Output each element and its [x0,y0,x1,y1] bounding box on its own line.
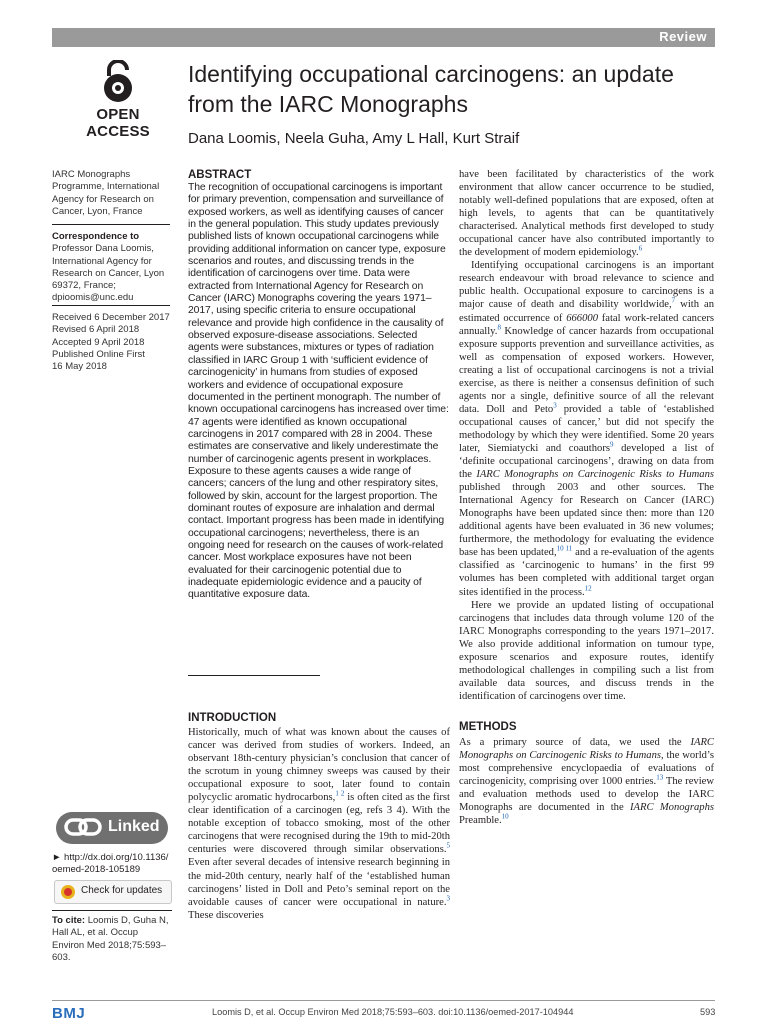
body-text: provided a table of ‘established occupational causes of cancer,’ but did not specify the methodology by which they were identified. Some 20 years later, Siemiatycki and coauthors [459,403,715,454]
body-text: published through 2003 and other sources. The International Agency for Research on Cancer (IARC) Monographs have been updated since then: more than 120 additional agents have been evaluated in 36 new volumes; furthermore, the methodology for evaluating the evidence base has been updated, [459,482,714,559]
section-label: Review [659,29,707,44]
link-chain-icon [64,817,104,839]
footer-divider [52,1000,715,1001]
correspondence-text: Professor Dana Loomis, International Agency for Research on Cancer, Lyon 69372, France; dpioomis@unc.edu [52,243,165,304]
body-text: and a re-evaluation of the agents classified as ‘carcinogenic to humans’ in the first 99 volumes has been completed with additional target organ sites identified in the process. [459,547,714,598]
correspondence-label: Correspondence to [52,231,140,242]
intro-text-1: Historically, much of what was known about the causes of cancer was derived from studies of workers. Indeed, an observant 18th-century physician’s conclusion that cancer of the scrotum in young chimney sweeps was caused by their occupational exposure to soot, later found to contain polycyclic aromatic hydrocarbons, [188,727,450,804]
reference-link[interactable]: 13 [656,773,664,782]
body-text: with an estimated occurrence of [459,299,714,324]
sidebar-divider [52,305,170,306]
review-bar [52,28,715,47]
reference-link[interactable]: 3 [553,401,557,410]
correspondence-block [52,231,172,305]
reference-link[interactable]: 8 [497,323,501,332]
article-title: Identifying occupational carcinogens: an update from the IARC Monographs [188,61,674,117]
linked-label: Linked [108,818,160,835]
linked-badge[interactable] [56,812,168,844]
footer-citation: Loomis D, et al. Occup Environ Med 2018;75:593–603. doi:10.1136/oemed-2017-104944 [212,1007,574,1017]
right-column [459,168,714,827]
introduction-heading: INTRODUCTION [188,712,277,724]
body-text: developed a list of ‘definite occupational carcinogens’, drawing on data from the [459,442,714,481]
accepted-date: Accepted 9 April 2018 [52,336,145,348]
bmj-logo: BMJ [52,1005,86,1022]
cite-label: To cite: [52,915,86,926]
reference-link[interactable]: 10 11 [556,544,573,553]
body-text: The review and evaluation methods used to develop the IARC Monographs are documented in the [459,776,714,814]
check-updates-icon [60,884,76,900]
introduction-text [188,726,450,922]
received-date: Received 6 December 2017 [52,312,170,323]
check-updates-label: Check for updates [81,885,163,896]
abstract-text: The recognition of occupational carcinogens is important for primary prevention, compensation and surveillance of exposed workers, as well as identifying causes of cancer in the general population. This study updates previously published lists of known occupational carcinogens while providing additional information on cancer type, exposure scenarios and routes, and discussing trends in the identification of carcinogens over time. Data were extracted from International Agency for Research on Cancer (IARC) Monographs covering the years 1971–2017, using specific criteria to ensure occupational relevance and provide high confidence in the causality of observed exposure-disease associations. Selected agents were substances, mixtures or types of radiation classified in IARC Group 1 with ‘sufficient evidence of carcinogenicity’ in humans from studies of exposed workers and evidence of occupational exposure documented in the pertinent monograph. The number of known occupational carcinogens has increased over time: 47 agents were identified as known occupational carcinogens in 2017 compared with 28 in 2004. These estimates are conservative and likely underestimate the number of carcinogenic agents present in workplaces. Exposure to these agents causes a wide range of cancers; cancers of the lung and other respiratory sites, followed by skin, account for the largest proportion. The dominant routes of exposure are inhalation and dermal contact. Important progress has been made in identifying occupational carcinogens; nevertheless, there is an ongoing need for research on the causes of work-related cancer. Most workplace exposures have not been evaluated for their carcinogenic potential due to inadequate epidemiologic evidence and a paucity of quantitative exposure data. [188,182,449,601]
open-access-lock-icon [98,60,138,104]
published-date: 16 May 2018 [52,361,107,373]
body-italic: IARC Monographs on Carcinogenic Risks to Humans [476,469,714,481]
methods-heading: METHODS [459,720,517,733]
affiliation: IARC Monographs Programme, International Agency for Research on Cancer, Lyon, France [52,169,160,217]
body-text: Here we provide an updated listing of occupational carcinogens that includes data through volume 120 of the IARC Monographs corresponding to the years 1971–2017. We also provide additional information on tumour type, exposure scenarios and exposure routes, identify methodological challenges in compiling such a list from available data sources, and discuss trends in the identification of carcinogens over time. [459,599,714,702]
body-text: Knowledge of cancer hazards from occupational exposure supports prevention and surveillance activities, as well as compensation of exposed workers. However, creating a list of occupational carcinogens is not a trivial exercise, as there is neither a consensus definition of such agents nor a single, definitive source of all the relevant data. Doll and Peto [459,325,714,415]
open-access-label: OPEN ACCESS [86,106,150,140]
body-italic: IARC Monographs [630,802,714,814]
intro-text-3: Even after several decades of intensive research beginning in the mid-20th century, nearly half of the ‘established human carcinogens’ listed in Doll and Peto’s seminal report on the avoidable causes of cancer were occupational in nature. [188,857,450,908]
body-text: As a primary source of data, we used the [459,736,691,748]
reference-link[interactable]: 7 [671,296,676,305]
intro-text-2: is often cited as the first clear identification of a carcinogen (eg, refs 3 4). With the notable exception of tobacco smoking, most of the other carcinogens that were recognised during the 19th to mid-20th centuries were discovered through similar observations. [188,792,451,856]
body-text: Preamble. [459,815,502,827]
reference-link[interactable]: 3 [446,894,450,903]
body-text: Identifying occupational carcinogens is an important research endeavour with broad relevance to science and public health. Occupational exposure to carcinogens is a major cause of death and disability worldwide, [459,260,714,311]
body-italic: IARC Monographs on Carcinogenic Risks to Humans [459,736,714,762]
sidebar-divider [52,224,170,225]
reference-link[interactable]: 1 2 [335,789,345,798]
revised-date: Revised 6 April 2018 [52,324,140,336]
article-authors: Dana Loomis, Neela Guha, Amy L Hall, Kurt Straif [188,130,520,147]
reference-link[interactable]: 12 [584,583,592,592]
page-number: 593 [700,1007,716,1017]
body-text: , the world’s most comprehensive encyclopaedia of evaluations of carcinogenicity, comprising over 1000 entries. [459,750,714,788]
published-label: Published Online First [52,348,145,360]
intro-text-4: These discoveries [188,909,264,921]
cite-text: Loomis D, Guha N, Hall AL, et al. Occup Environ Med 2018;75:593–603. [52,915,169,963]
open-access-logo [70,60,166,140]
reference-link[interactable]: 10 [501,812,509,821]
body-text: have been facilitated by characteristics of the work environment that allow cancer occurrence to be studied, notably well-defined populations that are exposed, often at high levels, to agents that can be quantitatively characterised. Analytical methods first developed to study occupational cancer have also contributed importantly to the development of modern epidemiology. [459,169,714,259]
reference-link[interactable]: 5 [446,841,450,850]
check-for-updates-button[interactable] [54,880,172,904]
dates-block [52,312,172,373]
reference-link[interactable]: 9 [610,440,614,449]
abstract-divider [188,675,320,676]
body-text: fatal work-related cancers annually. [459,312,714,337]
abstract-heading: ABSTRACT [188,169,252,181]
cite-box [52,910,172,964]
reference-link[interactable]: 6 [638,244,643,253]
body-number: 666000 [566,312,598,324]
linked-doi-link[interactable]: ► http://dx.doi.org/10.1136/ oemed-2018-105189 [52,852,169,876]
